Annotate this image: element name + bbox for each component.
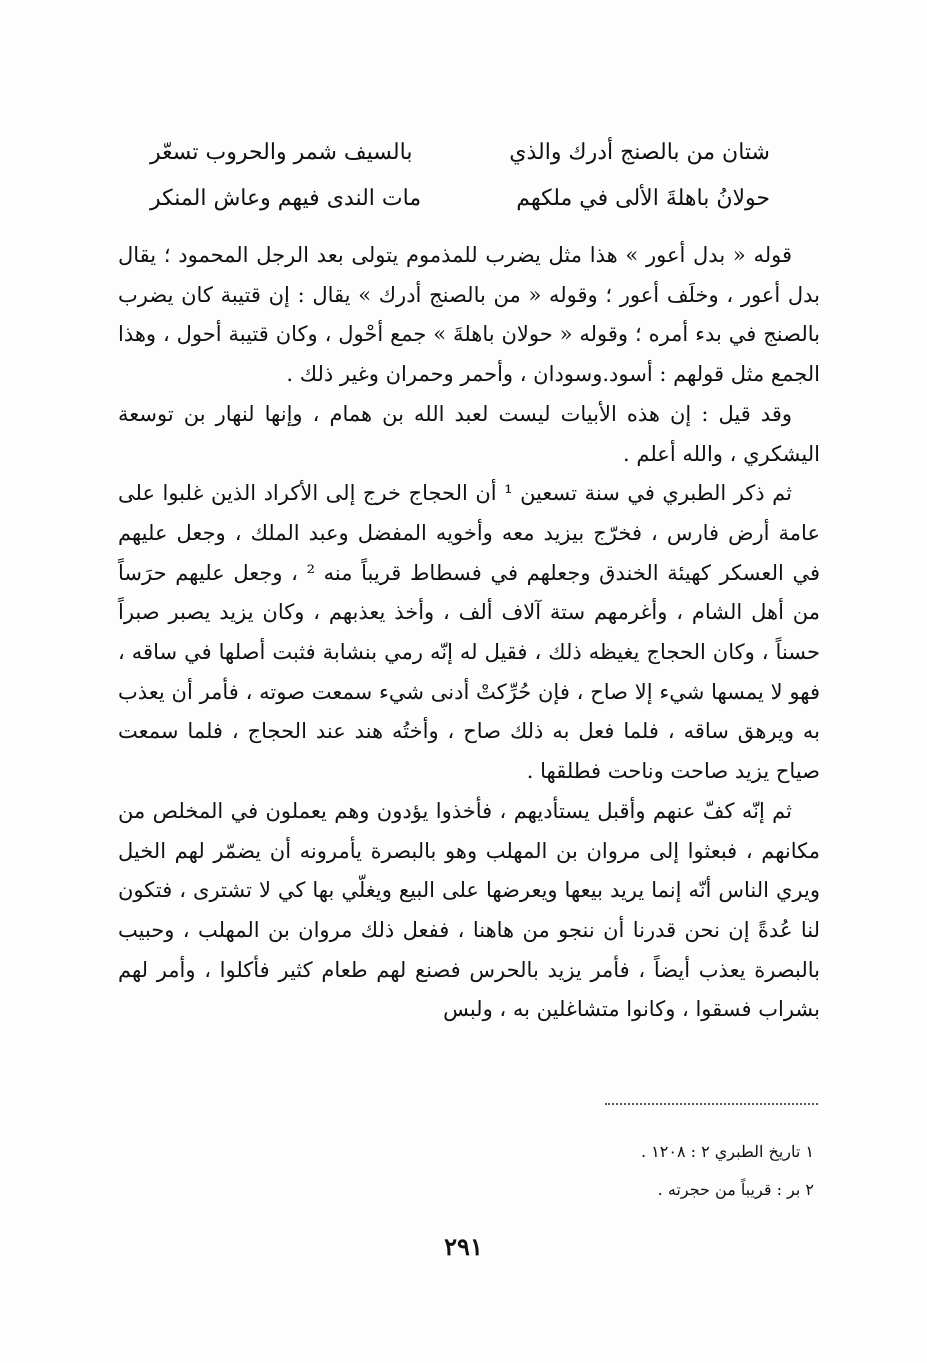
verse-second-hemistich: بالسيف شمر والحروب تسعّر [150,140,413,165]
main-text [118,236,820,1030]
verse-line [150,176,770,222]
paragraph: ثم ذكر الطبري في سنة تسعين ¹ أن الحجاج خرج إلى الأكراد الذين غلبوا على عامة أرض فارس ، فخرّج بيزيد معه وأخويه المفضل وعبد الملك ، وجعل عليهم في العسكر كهيئة الخندق وجعلهم في فسطاط قريباً منه ² ، وجعل عليهم حرَساً من أهل الشام ، وأغرمهم ستة آلاف ألف ، وأخذ يعذبهم ، وكان يزيد يصبر صبراً حسناً ، وكان الحجاج يغيظه ذلك ، فقيل له إنّه رمي بنشابة فثبت أصلها في ساقه ، فهو لا يمسها شيء إلا صاح ، فإن حُرِّكتْ أدنى شيء سمعت صوته ، فأمر أن يعذب به ويرهق ساقه ، فلما فعل به ذلك صاح ، وأختُه هند عند الحجاج ، فلما سمعت صياح يزيد صاحت وناحت فطلقها . [118,481,820,784]
footnote-divider [605,1103,818,1105]
paragraph: ثم إنّه كفّ عنهم وأقبل يستأديهم ، فأخذوا يؤدون وهم يعملون في المخلص من مكانهم ، فبعثوا إلى مروان بن المهلب وهو بالبصرة يأمرونه أن يضمّر لهم الخيل ويري الناس أنّه إنما يريد بيعها ويعرضها على البيع ويغلّي بها كي لا تشترى ، فتكون لنا عُدةً إن نحن قدرنا أن ننجو من هاهنا ، ففعل ذلك مروان بن المهلب ، وحبيب بالبصرة يعذب أيضاً ، فأمر يزيد بالحرس فصنع لهم طعام كثير فأكلوا ، وأمر لهم بشراب فسقوا ، وكانوا متشاغلين به ، ولبس [118,798,820,1022]
paragraph: وقد قيل : إن هذه الأبيات ليست لعبد الله بن همام ، وإنها لنهار بن توسعة اليشكري ، والله أعلم . [118,401,820,466]
verse-first-hemistich: حولانُ باهلةَ الألى في ملكهم [516,186,770,211]
paragraph: قوله « بدل أعور » هذا مثل يضرب للمذموم يتولى بعد الرجل المحمود ؛ يقال بدل أعور ، وخلَف أعور ؛ وقوله « من بالصنج أدرك » يقال : إن قتيبة كان يضرب بالصنج في بدء أمره ؛ وقوله « حولان باهلةَ » جمع أحْول ، وكان قتيبة أحول ، وهذا الجمع مثل قولهم : أسود.وسودان ، وأحمر وحمران وغير ذلك . [118,243,820,387]
verse-line [150,130,770,176]
page-number: ٢٩١ [444,1232,483,1261]
verse-first-hemistich: شتان من بالصنج أدرك والذي [509,140,770,165]
verse-second-hemistich: مات الندى فيهم وعاش المنكر [150,186,422,211]
poem-verses [150,130,770,222]
footnotes [414,1133,814,1209]
footnote: ١ تاريخ الطبري ٢ : ١٢٠٨ . [640,1142,814,1161]
footnote: ٢ بر : قريباً من حجرته . [657,1180,814,1199]
